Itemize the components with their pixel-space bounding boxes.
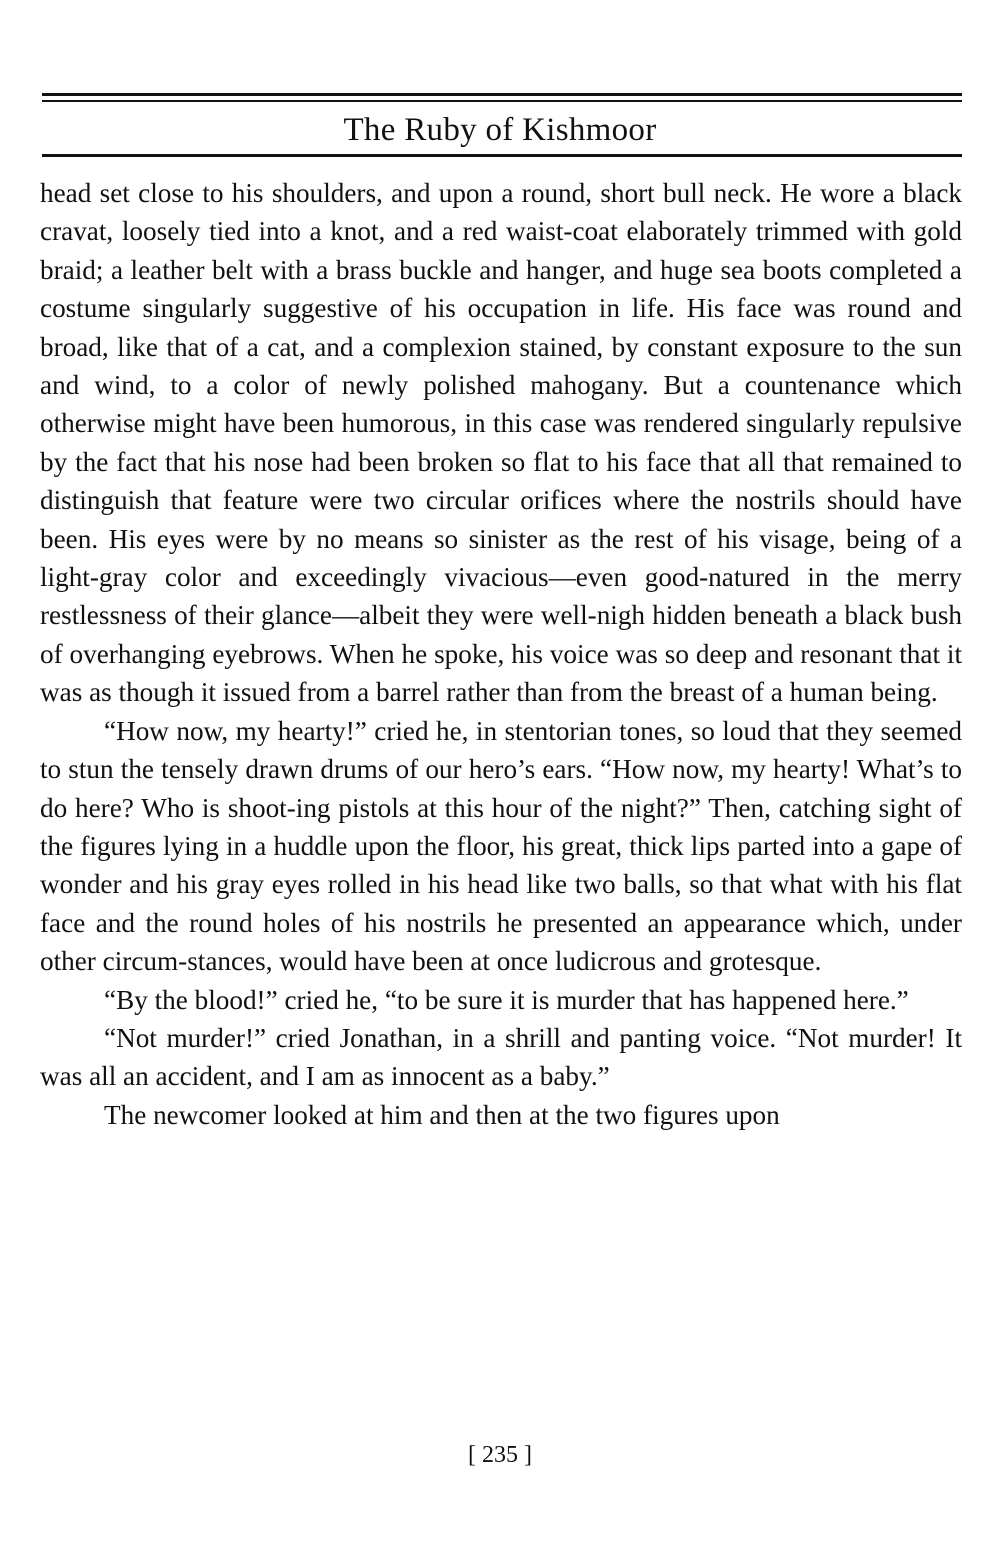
paragraph-continued: head set close to his shoulders, and upon a round, short bull neck. He wore a black cravat, loosely tied into a knot, and a red waist-coat elaborately trimmed with gold braid; a leather belt with a brass buckle and hanger, and huge sea boots completed a costume singularly suggestive of his occupation in life. His face was round and broad, like that of a cat, and a complexion stained, by constant exposure to the sun and wind, to a color of newly polished mahogany. But a countenance which otherwise might have been humorous, in this case was rendered singularly repulsive by the fact that his nose had been broken so flat to his face that all that remained to distinguish that feature were two circular orifices where the nostrils should have been. His eyes were by no means so sinister as the rest of his visage, being of a light-gray color and exceedingly vivacious—even good-natured in the merry restlessness of their glance—albeit they were well-nigh hidden beneath a black bush of overhanging eyebrows. When he spoke, his voice was so deep and resonant that it was as though it issued from a barrel rather than from the breast of a human being. — [40, 178, 962, 708]
paragraph: The newcomer looked at him and then at the two figures upon — [104, 1099, 780, 1130]
page-number: [ 235 ] — [468, 1442, 532, 1468]
body-text — [40, 174, 962, 1134]
paragraph: “Not murder!” cried Jonathan, in a shrill and panting voice. “Not murder! It was all an accident, and I am as innocent as a baby.” — [40, 1022, 962, 1092]
header-rule-top — [42, 93, 962, 96]
paragraph: “How now, my hearty!” cried he, in stentorian tones, so loud that they seemed to stun the tensely drawn drums of our hero’s ears. “How now, my hearty! What’s to do here? Who is shoot-ing pistols at this hour of the night?” Then, catching sight of the figures lying in a huddle upon the floor, his great, thick lips parted into a gape of wonder and his gray eyes rolled in his head like two balls, so that what with his flat face and the round holes of his nostrils he presented an appearance which, under other circum-stances, would have been at once ludicrous and grotesque. — [40, 715, 962, 977]
header-rule-second — [42, 100, 962, 102]
paragraph: “By the blood!” cried he, “to be sure it is murder that has happened here.” — [104, 984, 909, 1015]
running-title: The Ruby of Kishmoor — [343, 112, 657, 148]
header-rule-bottom — [42, 154, 962, 157]
